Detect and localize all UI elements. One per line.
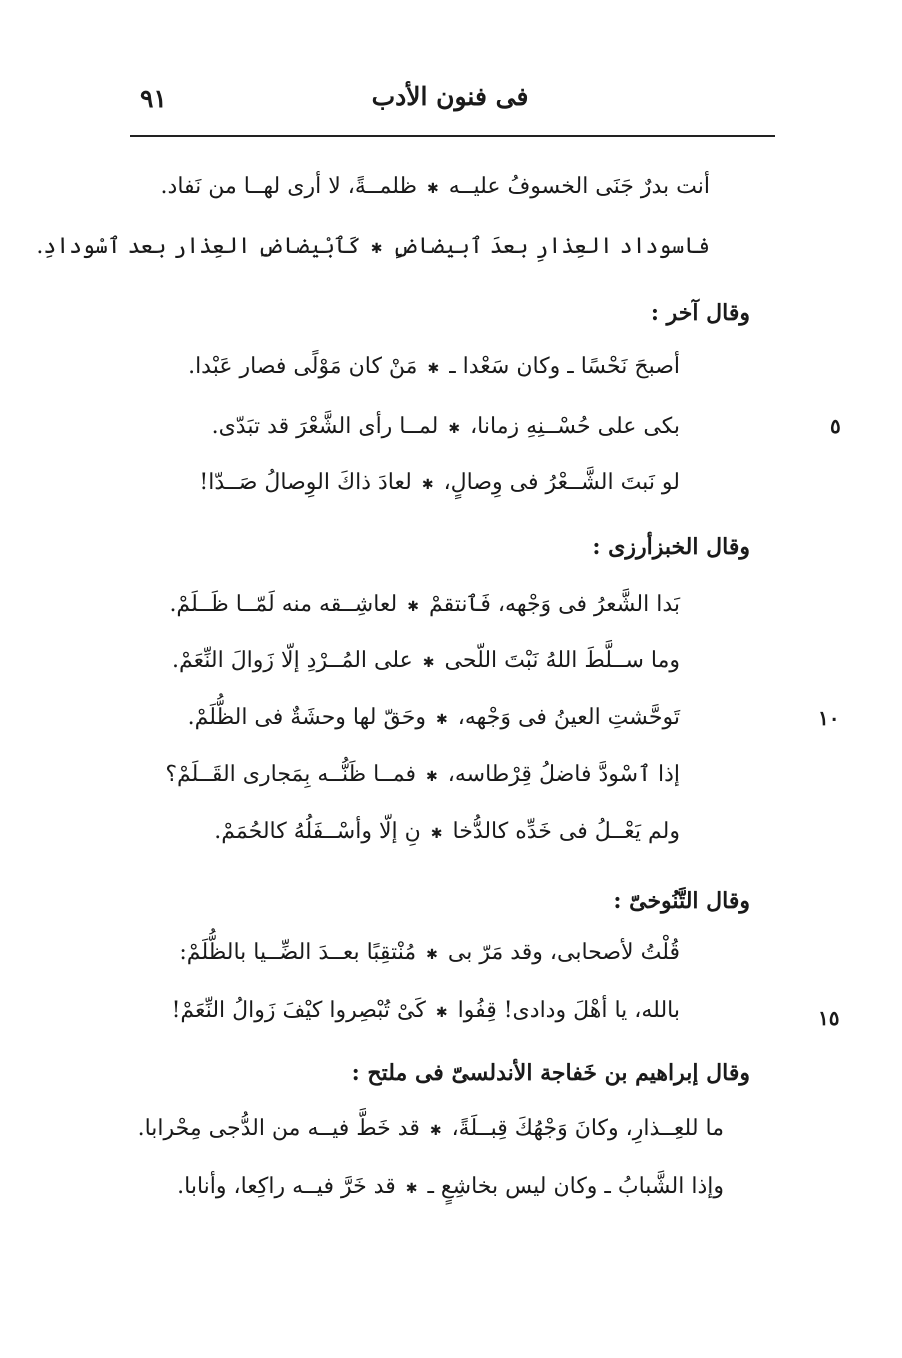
margin-line-number: ١٠ xyxy=(818,706,840,730)
verse-first-hemistich: وإذا الشَّبابُ ـ وكان ليس بخاشِعٍ ـ xyxy=(427,1174,724,1199)
poet-introduction: وقال التَّنُوخىّ : xyxy=(613,888,750,914)
poet-introduction: وقال الخبزأرزى : xyxy=(592,534,750,560)
star-separator-icon: ✱ xyxy=(405,1181,418,1197)
verse-line xyxy=(199,468,680,500)
verse-second-hemistich: مَنْ كان مَوْلًى فصار عَبْدا. xyxy=(188,354,418,379)
verse-line xyxy=(179,938,680,970)
verse-first-hemistich: ما للعِــذارِ، وكانَ وَجْهُكَ قِبــلَةً، xyxy=(451,1116,724,1141)
star-separator-icon: ✱ xyxy=(421,477,434,493)
verse-line xyxy=(188,703,680,735)
verse-second-hemistich: قد خَرَّ فيــه راكِعا، وأنابا. xyxy=(177,1174,396,1199)
star-separator-icon: ✱ xyxy=(429,1123,442,1139)
verse-line xyxy=(36,232,710,264)
star-separator-icon: ✱ xyxy=(426,769,438,785)
poet-introduction: وقال إبراهيم بن خَفاجة الأندلسىّ فى ملتح : xyxy=(351,1060,750,1086)
verse-line xyxy=(172,996,680,1028)
verse-line xyxy=(212,412,680,444)
verse-first-hemistich: قُلْتُ لأصحابى، وقد مَرّ بى xyxy=(447,940,680,965)
verse-second-hemistich: مُنْتقِبًا بعــدَ الضِّــيا بالظُّلَمْ: xyxy=(179,940,417,965)
verse-first-hemistich: لو نَبتَ الشَّــعْرُ فى وِصالٍ، xyxy=(443,470,680,495)
verse-second-hemistich: فمــا ظَنُّــه بِمَجارى القَــلَمْ؟ xyxy=(165,762,417,787)
verse-first-hemistich: تَوحَّشتِ العينُ فى وَجْهه، xyxy=(457,705,680,730)
poet-introduction: وقال آخر : xyxy=(650,300,750,326)
verse-second-hemistich: لعادَ ذاكَ الوِصالُ صَــدّا! xyxy=(199,470,412,495)
header-divider xyxy=(130,135,775,137)
verse-first-hemistich: ولم يَعْــلُ فى خَدِّه كالدُّخا xyxy=(452,819,680,844)
verse-first-hemistich: وما ســلَّطَ اللهُ نَبْتَ اللّحى xyxy=(444,648,680,673)
verse-line xyxy=(169,590,680,622)
verse-first-hemistich: أنت بدرٌ جَنَى الخسوفُ عليــه xyxy=(448,174,710,199)
verse-second-hemistich: لمــا رأى الشَّعْرَ قد تبَدّى. xyxy=(211,414,439,439)
verse-line xyxy=(165,760,680,792)
verse-second-hemistich: قد خَطَّ فيــه من الدُّجى مِحْرابا. xyxy=(137,1116,420,1141)
verse-second-hemistich: كَٱبْيضاضِ العِذار بعد ٱسْودادِ. xyxy=(36,234,361,259)
star-separator-icon: ✱ xyxy=(448,421,461,437)
verse-second-hemistich: وحَقّ لها وحشَةٌ فى الظُّلَمْ. xyxy=(187,705,427,730)
verse-second-hemistich: لعاشِــقه منه لَمّــا ظَــلَمْ. xyxy=(169,592,398,617)
verse-second-hemistich: ظلمــةً، لا أرى لهــا من نَفاد. xyxy=(160,174,418,199)
verse-line xyxy=(214,817,680,849)
star-separator-icon: ✱ xyxy=(426,947,438,963)
running-header-title: فى فنون الأدب xyxy=(371,82,529,111)
verse-first-hemistich: إذا ٱسْودَّ فاضلُ قِرْطاسه، xyxy=(447,762,680,787)
verse-line xyxy=(161,172,710,204)
star-separator-icon: ✱ xyxy=(435,1005,448,1021)
verse-second-hemistich: على المُــرْدِ إلّا زَوالَ النِّعَمْ. xyxy=(172,648,413,673)
verse-second-hemistich: نِ إلّا وأسْــفَلُهُ كالحُمَمْ. xyxy=(214,819,421,844)
verse-second-hemistich: كَىْ تُبْصِروا كيْفَ زَوالُ النِّعَمْ! xyxy=(171,998,426,1023)
verse-line xyxy=(138,1114,724,1146)
star-separator-icon: ✱ xyxy=(422,655,435,671)
star-separator-icon: ✱ xyxy=(430,826,443,842)
margin-line-number: ٥ xyxy=(830,414,841,438)
star-separator-icon: ✱ xyxy=(436,712,448,728)
star-separator-icon: ✱ xyxy=(427,181,439,197)
verse-line xyxy=(172,646,680,678)
verse-first-hemistich: بكى على حُسْــنِهِ زمانا، xyxy=(470,414,680,439)
verse-first-hemistich: بالله، يا أهْلَ ودادى! قِفُوا xyxy=(457,998,680,1023)
star-separator-icon: ✱ xyxy=(407,599,419,615)
verse-line xyxy=(177,1172,724,1204)
verse-first-hemistich: بَدا الشَّعرُ فى وَجْهه، فَٱنتقمْ xyxy=(428,592,680,617)
verse-first-hemistich: فاسوداد العِذارِ بعدَ ٱبيضاضٍ xyxy=(392,234,710,259)
verse-first-hemistich: أصبحَ نَحْسًا ـ وكان سَعْدا ـ xyxy=(449,354,680,379)
star-separator-icon: ✱ xyxy=(370,241,383,257)
star-separator-icon: ✱ xyxy=(427,361,440,377)
margin-line-number: ١٥ xyxy=(818,1006,840,1030)
verse-line xyxy=(188,352,680,384)
page-number: ٩١ xyxy=(140,84,167,113)
